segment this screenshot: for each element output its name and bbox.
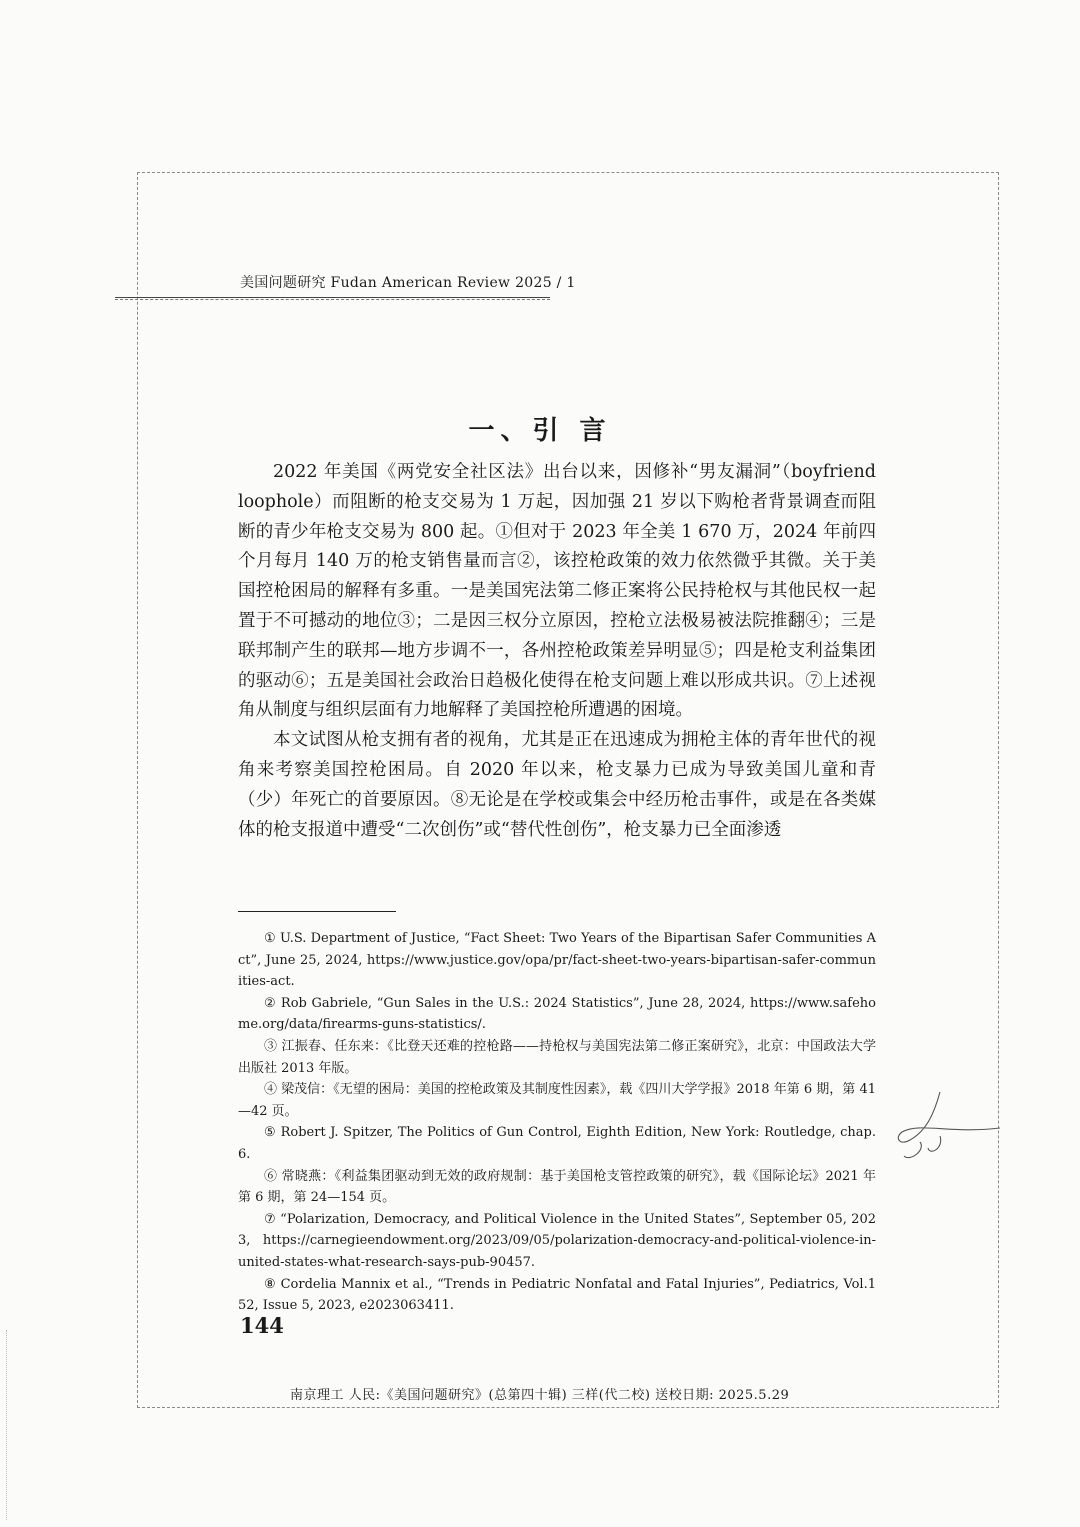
footnote-item: ③ 江振春、任东来：《比登天还难的控枪路——持枪权与美国宪法第二修正案研究》，北京：中国政法大学出版社 2013 年版。	[238, 1038, 876, 1076]
body-text	[238, 458, 876, 845]
pen-scribble	[880, 1090, 1010, 1170]
footnote-item: ⑦ “Polarization, Democracy, and Political Violence in the United States”, September 05, 2023, https://carnegieendowment.org/2023/09/05/polarization-democracy-and-political-violence-in-united-states-what-research-says-pub-90457.	[238, 1211, 876, 1270]
footnote-list	[238, 928, 876, 1317]
footnote-item: ⑤ Robert J. Spitzer, The Politics of Gun Control, Eighth Edition, New York: Routledge, chap. 6.	[238, 1125, 876, 1162]
footnote-item: ① U.S. Department of Justice, “Fact Sheet: Two Years of the Bipartisan Safer Communities Act”, June 25, 2024, https://www.justice.gov/opa/pr/fact-sheet-two-years-bipartisan-safer-communities-act.	[238, 931, 876, 990]
page-number: 144	[240, 1313, 284, 1338]
footnote-rule	[238, 911, 396, 912]
scan-edge	[6, 1330, 9, 1520]
footnote-item: ④ 梁茂信：《无望的困局：美国的控枪政策及其制度性因素》，载《四川大学学报》2018 年第 6 期，第 41—42 页。	[238, 1082, 876, 1119]
proof-stamp: 南京理工 人民:《美国问题研究》(总第四十辑) 三样(代二校) 送校日期: 2025.5.29	[290, 1388, 790, 1403]
running-head: 美国问题研究 Fudan American Review 2025 / 1	[240, 275, 576, 291]
body-paragraph: 2022 年美国《两党安全社区法》出台以来，因修补“男友漏洞”（boyfriend loophole）而阻断的枪支交易为 1 万起，因加强 21 岁以下购枪者背景调查而阻断的青少年枪支交易为 800 起。①但对于 2023 年全美 1 670 万，2024 年前四个月每月 140 万的枪支销售量而言②，该控枪政策的效力依然微乎其微。关于美国控枪困局的解释有多重。一是美国宪法第二修正案将公民持枪权与其他民权一起置于不可撼动的地位③；二是因三权分立原因，控枪立法极易被法院推翻④；三是联邦制产生的联邦—地方步调不一，各州控枪政策差异明显⑤；四是枪支利益集团的驱动⑥；五是美国社会政治日趋极化使得在枪支问题上难以形成共识。⑦上述视角从制度与组织层面有力地解释了美国控枪所遭遇的困境。	[238, 462, 876, 721]
body-paragraph: 本文试图从枪支拥有者的视角，尤其是正在迅速成为拥枪主体的青年世代的视角来考察美国控枪困局。自 2020 年以来，枪支暴力已成为导致美国儿童和青（少）年死亡的首要原因。⑧无论是在学校或集会中经历枪击事件，或是在各类媒体的枪支报道中遭受“二次创伤”或“替代性创伤”，枪支暴力已全面渗透	[238, 730, 876, 840]
footnote-item: ⑥ 常晓燕：《利益集团驱动到无效的政府规制：基于美国枪支管控政策的研究》，载《国际论坛》2021 年第 6 期，第 24—154 页。	[238, 1168, 876, 1206]
footnote-item: ⑧ Cordelia Mannix et al., “Trends in Pediatric Nonfatal and Fatal Injuries”, Pediatrics, Vol.152, Issue 5, 2023, e2023063411.	[238, 1276, 876, 1314]
header-rule	[115, 297, 550, 300]
section-title: 一、引 言	[468, 416, 612, 447]
footnote-item: ② Rob Gabriele, “Gun Sales in the U.S.: 2024 Statistics”, June 28, 2024, https://www.safehome.org/data/firearms-guns-statistics/.	[238, 995, 876, 1033]
